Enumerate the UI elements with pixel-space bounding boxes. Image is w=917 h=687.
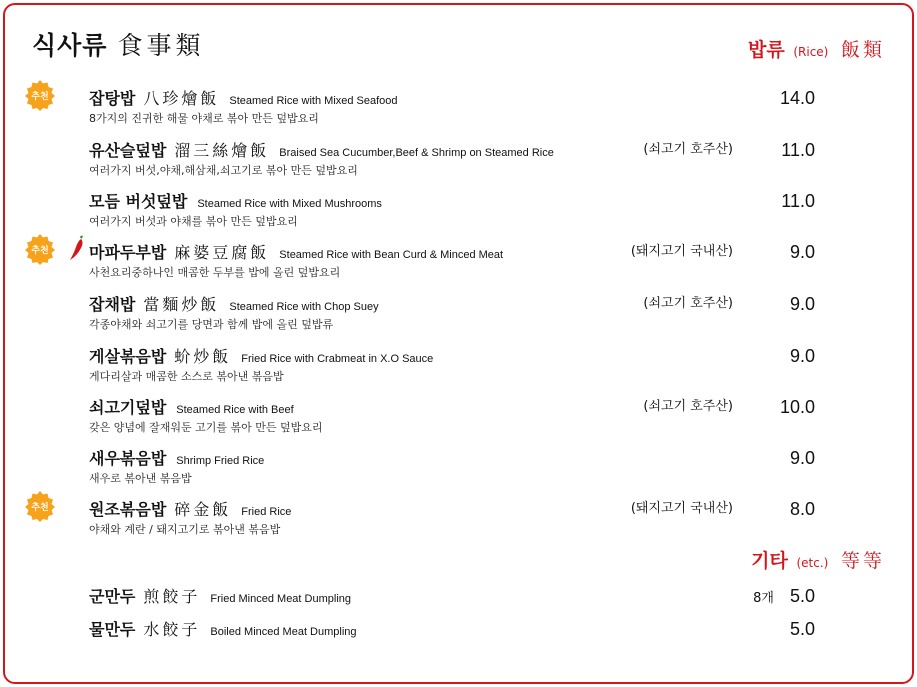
item-description: 갖은 양념에 잘재워둔 고기를 볶아 만든 덮밥요리: [89, 421, 323, 434]
section-etc-english: (etc.): [796, 556, 829, 570]
item-name: 유산슬덮밥: [89, 141, 167, 160]
item-name: 잡채밥: [89, 295, 136, 314]
item-english: Fried Rice: [241, 506, 292, 518]
item-hanja: 當麵炒飯: [143, 295, 220, 314]
item-name: 마파두부밥: [89, 243, 167, 262]
item-origin: (쇠고기 호주산): [643, 296, 733, 311]
section-etc-korean: 기타: [751, 550, 788, 572]
section-rice-korean: 밥류: [748, 39, 785, 61]
item-origin: (돼지고기 국내산): [630, 501, 733, 516]
item-name: 새우볶음밥: [89, 449, 167, 468]
item-price: 9.0: [789, 242, 815, 262]
section-rice-english: (Rice): [793, 45, 829, 59]
item-english: Fried Minced Meat Dumpling: [210, 593, 352, 605]
item-description: 여러가지 버섯과 야채를 볶아 만든 덮밥요리: [89, 215, 298, 228]
svg-text:추천: 추천: [31, 503, 49, 513]
item-description: 8가지의 진귀한 해물 야채로 볶아 만든 덮밥요리: [89, 112, 319, 125]
item-description: 야채와 계란 / 돼지고기로 볶아낸 볶음밥: [89, 523, 281, 536]
item-price: 11.0: [781, 140, 815, 160]
item-hanja: 碎金飯: [174, 500, 232, 519]
item-name: 물만두: [89, 620, 136, 639]
svg-text:추천: 추천: [31, 92, 49, 102]
menu-item-beef-deopbap[interactable]: [0, 395, 917, 447]
item-english: Braised Sea Cucumber,Beef & Shrimp on Steamed Rice: [279, 147, 554, 159]
item-price: 10.0: [779, 397, 815, 417]
page-title-korean: 식사류: [32, 31, 108, 60]
item-price: 14.0: [779, 88, 815, 108]
item-description: 각종야채와 쇠고기를 당면과 함께 밥에 올린 덮밥류: [89, 318, 334, 331]
menu-item-shrimp-fried-rice[interactable]: [0, 446, 917, 498]
item-english: Steamed Rice with Mixed Mushrooms: [197, 198, 382, 210]
item-english: Boiled Minced Meat Dumpling: [210, 626, 357, 638]
section-header-rice: [748, 35, 885, 62]
item-hanja: 煎餃子: [143, 587, 201, 606]
section-header-etc: [751, 546, 885, 573]
item-english: Steamed Rice with Chop Suey: [229, 301, 379, 313]
item-hanja: 蚧炒飯: [174, 347, 232, 366]
item-origin: (쇠고기 호주산): [643, 399, 733, 414]
item-name: 모듬 버섯덮밥: [89, 192, 188, 211]
spicy-chili-icon: [68, 235, 86, 261]
item-quantity: 8개: [753, 591, 774, 606]
item-description: 새우로 볶아낸 볶음밥: [89, 472, 192, 485]
item-name: 군만두: [89, 587, 136, 606]
page-title: [32, 26, 204, 62]
item-price: 9.0: [789, 294, 815, 314]
item-description: 게다리살과 매콤한 소스로 볶아낸 볶음밥: [89, 370, 284, 383]
item-origin: (쇠고기 호주산): [643, 142, 733, 157]
item-english: Fried Rice with Crabmeat in X.O Sauce: [241, 353, 434, 365]
item-price: 5.0: [789, 619, 815, 639]
item-hanja: 水餃子: [143, 620, 201, 639]
recommend-badge: [24, 490, 56, 522]
section-rice-hanja: 飯類: [840, 39, 885, 61]
recommend-badge: [24, 233, 56, 265]
menu-item-mapa-tofu-bap[interactable]: [0, 240, 917, 292]
item-price: 9.0: [789, 448, 815, 468]
svg-text:추천: 추천: [31, 246, 49, 256]
item-description: 사천요리중하나인 매콤한 두부를 밥에 올린 덮밥요리: [89, 266, 341, 279]
item-hanja: 溜三絲燴飯: [174, 141, 270, 160]
menu-item-mushroom-deopbap[interactable]: [0, 189, 917, 241]
item-english: Steamed Rice with Beef: [176, 404, 294, 416]
section-etc-hanja: 等等: [840, 550, 885, 572]
item-description: 여러가지 버섯,야채,해삼채,쇠고기로 볶아 만든 덮밥요리: [89, 164, 358, 177]
item-name: 쇠고기덮밥: [89, 398, 167, 417]
menu-item-japchae-bap[interactable]: [0, 292, 917, 344]
item-origin: (돼지고기 국내산): [630, 244, 733, 259]
item-price: 11.0: [781, 191, 815, 211]
item-price: 5.0: [789, 586, 815, 606]
menu-item-boiled-dumpling[interactable]: [0, 617, 917, 669]
page-title-hanja: 食事類: [117, 31, 205, 60]
item-english: Shrimp Fried Rice: [176, 455, 265, 467]
item-english: Steamed Rice with Bean Curd & Minced Meat: [279, 249, 504, 261]
menu-item-crab-fried-rice[interactable]: [0, 344, 917, 396]
item-name: 잡탕밥: [89, 89, 136, 108]
menu-item-original-fried-rice[interactable]: [0, 497, 917, 549]
item-name: 원조볶음밥: [89, 500, 167, 519]
item-name: 게살볶음밥: [89, 347, 167, 366]
menu-item-japtangbap[interactable]: [0, 86, 917, 138]
item-price: 9.0: [789, 346, 815, 366]
recommend-badge: [24, 79, 56, 111]
item-hanja: 麻婆豆腐飯: [174, 243, 270, 262]
item-hanja: 八珍燴飯: [143, 89, 220, 108]
item-english: Steamed Rice with Mixed Seafood: [229, 95, 398, 107]
menu-item-yusanseul-deopbap[interactable]: [0, 138, 917, 190]
item-price: 8.0: [789, 499, 815, 519]
